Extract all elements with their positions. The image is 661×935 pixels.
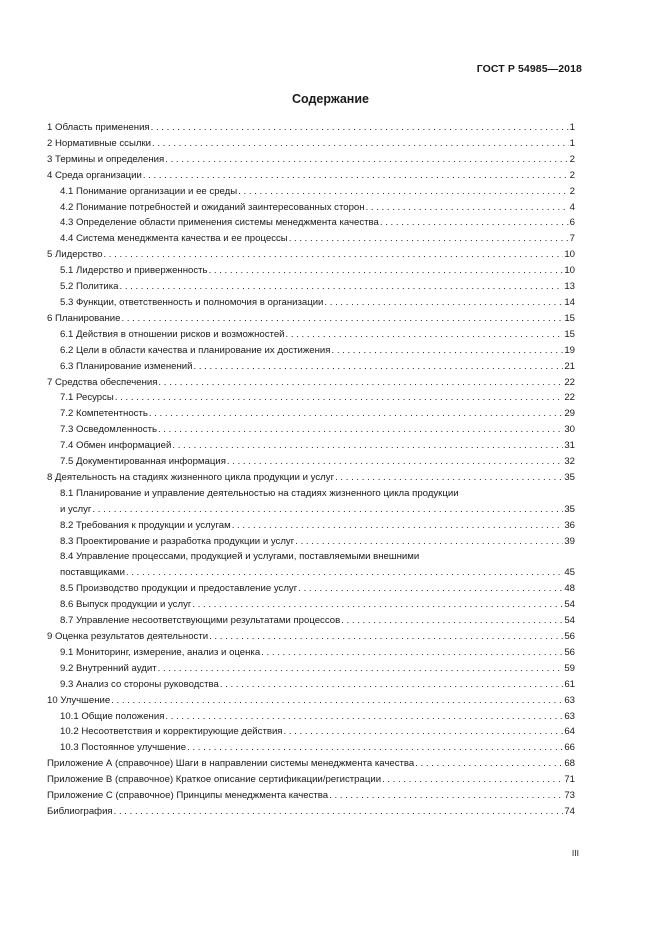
toc-entry-title: 4.2 Понимание потребностей и ожиданий заинтересованных сторон — [60, 201, 365, 213]
toc-entry-title: Приложение В (справочное) Краткое описание сертификации/регистрации — [47, 774, 382, 786]
toc-entry-page: 15 — [564, 328, 575, 340]
toc-entry-title-cont: и услуг — [60, 503, 92, 515]
toc-entry[interactable] — [47, 359, 575, 375]
toc-entry-page: 56 — [564, 631, 575, 642]
toc-entry[interactable] — [47, 295, 575, 311]
toc-entry-title: 8.4 Управление процессами, продукцией и услугами, поставляемыми внешними — [60, 551, 420, 563]
toc-entry[interactable] — [47, 375, 575, 391]
toc-entry-title: 7.4 Обмен информацией — [60, 440, 172, 452]
toc-entry-page: 39 — [564, 535, 575, 547]
toc-entry-page: 32 — [564, 456, 575, 468]
toc-entry[interactable] — [47, 470, 575, 486]
toc-entry-title: 9.3 Анализ со стороны руководства — [60, 678, 219, 690]
toc-entry-page: 22 — [564, 376, 575, 388]
toc-entry[interactable] — [47, 518, 575, 534]
toc-entry-title: 8.5 Производство продукции и предоставление услуг — [60, 583, 298, 595]
toc-entry-title: 9 Оценка результатов деятельности — [47, 631, 209, 642]
toc-entry-page: 71 — [564, 774, 575, 786]
toc-entry-page: 59 — [564, 662, 575, 674]
toc-entry-page: 45 — [564, 567, 575, 579]
toc-leader-dots — [341, 613, 563, 629]
toc-leader-dots — [232, 518, 564, 534]
toc-leader-dots — [103, 247, 563, 263]
toc-entry[interactable] — [47, 661, 575, 677]
toc-leader-dots — [289, 231, 569, 247]
toc-entry-page: 68 — [564, 758, 575, 770]
toc-entry-page: 7 — [569, 233, 575, 245]
toc-entry[interactable] — [47, 247, 575, 263]
toc-entry[interactable] — [47, 534, 575, 550]
toc-leader-dots — [143, 168, 569, 184]
toc-entry-page: 1 — [569, 122, 575, 133]
toc-leader-dots — [114, 804, 564, 820]
toc-entry-title: 10 Улучшение — [47, 694, 111, 706]
toc-entry[interactable] — [47, 168, 575, 184]
toc-entry-title: 8.1 Планирование и управление деятельностью на стадиях жизненного цикла продукции — [60, 487, 459, 499]
page-number: III — [571, 848, 579, 858]
toc-entry-title: 7.2 Компетентность — [60, 408, 148, 420]
toc-entry[interactable] — [47, 756, 575, 772]
toc-entry[interactable] — [47, 406, 575, 422]
toc-entry[interactable] — [47, 231, 575, 247]
toc-entry-page: 15 — [564, 312, 575, 324]
toc-entry-page: 13 — [564, 281, 575, 293]
toc-entry-title: 5.2 Политика — [60, 281, 119, 293]
toc-leader-dots — [382, 772, 563, 788]
toc-leader-dots — [119, 279, 563, 295]
toc-entry-title: 5 Лидерство — [47, 249, 103, 261]
toc-entry-page: 14 — [564, 296, 575, 308]
toc-entry[interactable] — [47, 422, 575, 438]
toc-entry-page: 19 — [564, 344, 575, 356]
toc-entry-title: 7.5 Документированная информация — [60, 456, 226, 468]
toc-leader-dots — [151, 120, 569, 136]
toc-entry-title: 10.2 Несоответствия и корректирующие действия — [60, 726, 283, 738]
toc-entry-title: 4.4 Система менеджмента качества и ее процессы — [60, 233, 288, 245]
toc-entry-page: 66 — [564, 742, 575, 754]
toc-entry-page: 64 — [564, 726, 575, 738]
toc-leader-dots — [295, 534, 563, 550]
toc-entry-title: 6 Планирование — [47, 312, 121, 324]
toc-leader-dots — [380, 215, 569, 231]
toc-entry-page: 4 — [569, 201, 575, 213]
toc-entry-page: 54 — [564, 615, 575, 627]
toc-entry-page: 2 — [569, 185, 575, 197]
toc-leader-dots — [152, 136, 569, 152]
toc-entry-title-cont: поставщиками — [60, 567, 125, 579]
toc-entry-page: 10 — [564, 249, 575, 261]
toc-entry[interactable] — [47, 390, 575, 406]
toc-entry[interactable] — [47, 454, 575, 470]
toc-leader-dots — [366, 200, 569, 216]
toc-entry-page: 74 — [564, 805, 575, 817]
toc-entry-title: Библиография — [47, 805, 113, 817]
toc-entry-title: 4.3 Определение области применения системы менеджмента качества — [60, 217, 379, 229]
toc-leader-dots — [158, 661, 564, 677]
toc-leader-dots — [298, 581, 563, 597]
toc-entry-title: 4 Среда организации — [47, 169, 142, 181]
toc-entry-title: 8.6 Выпуск продукции и услуг — [60, 599, 192, 611]
toc-entry-page: 73 — [564, 790, 575, 802]
toc-leader-dots — [209, 629, 563, 645]
toc-leader-dots — [187, 740, 563, 756]
toc-entry-page: 48 — [564, 583, 575, 595]
toc-leader-dots — [193, 359, 563, 375]
toc-leader-dots — [284, 724, 564, 740]
toc-leader-dots — [158, 422, 563, 438]
toc-leader-dots — [415, 756, 563, 772]
toc-entry-page: 54 — [564, 599, 575, 611]
toc-entry[interactable] — [47, 215, 575, 231]
toc-leader-dots — [111, 693, 563, 709]
toc-entry-title: 7.1 Ресурсы — [60, 392, 114, 404]
toc-entry-title: 10.1 Общие положения — [60, 710, 165, 722]
toc-entry-title: 10.3 Постоянное улучшение — [60, 742, 187, 754]
toc-entry[interactable] — [47, 438, 575, 454]
toc-entry-title: 3 Термины и определения — [47, 153, 165, 165]
toc-leader-dots — [165, 709, 563, 725]
toc-entry-title: 9.2 Внутренний аудит — [60, 662, 157, 674]
toc-leader-dots — [121, 311, 563, 327]
toc-entry-page: 31 — [564, 440, 575, 452]
toc-entry-page: 10 — [564, 265, 575, 277]
toc-entry[interactable] — [47, 613, 575, 629]
toc-entry[interactable] — [47, 788, 575, 804]
toc-entry[interactable] — [47, 120, 575, 136]
toc-entry[interactable] — [47, 549, 575, 581]
toc-leader-dots — [209, 263, 564, 279]
toc-leader-dots — [324, 295, 563, 311]
toc-entry[interactable] — [47, 311, 575, 327]
toc-entry[interactable] — [47, 677, 575, 693]
toc-entry-page: 22 — [564, 392, 575, 404]
toc-entry-page: 63 — [564, 710, 575, 722]
toc-entry[interactable] — [47, 645, 575, 661]
toc-leader-dots — [238, 184, 569, 200]
toc-entry-page: 2 — [569, 153, 575, 165]
standard-code: ГОСТ Р 54985—2018 — [476, 63, 582, 75]
toc-entry-title: 5.3 Функции, ответственность и полномочия в организации — [60, 296, 324, 308]
toc-entry[interactable] — [47, 597, 575, 613]
toc-entry-page: 1 — [569, 137, 575, 149]
toc-leader-dots — [329, 788, 563, 804]
toc-entry-page: 30 — [564, 424, 575, 436]
toc-leader-dots — [149, 406, 563, 422]
toc-entry-page: 29 — [564, 408, 575, 420]
toc-leader-dots — [335, 470, 563, 486]
toc-entry-title: 8.3 Проектирование и разработка продукции и услуг — [60, 535, 295, 547]
toc-entry-title: 2 Нормативные ссылки — [47, 137, 152, 149]
toc-leader-dots — [261, 645, 563, 661]
toc-entry-title: Приложение А (справочное) Шаги в направлении системы менеджмента качества — [47, 758, 415, 770]
toc-entry-title: 8.2 Требования к продукции и услугам — [60, 519, 231, 531]
toc-entry[interactable] — [47, 279, 575, 295]
toc-leader-dots — [172, 438, 563, 454]
toc-leader-dots — [158, 375, 563, 391]
toc-entry-title: 6.3 Планирование изменений — [60, 360, 193, 372]
toc-entry[interactable] — [47, 152, 575, 168]
toc-entry-page: 56 — [564, 646, 575, 658]
toc-entry[interactable] — [47, 343, 575, 359]
toc-leader-dots — [126, 565, 563, 581]
toc-entry-page: 36 — [564, 519, 575, 531]
toc-entry[interactable] — [47, 200, 575, 216]
toc-entry-page: 6 — [569, 217, 575, 229]
toc-entry[interactable] — [47, 724, 575, 740]
toc-entry-title: 7 Средства обеспечения — [47, 376, 158, 388]
toc-leader-dots — [227, 454, 563, 470]
toc-entry[interactable] — [47, 709, 575, 725]
toc-entry[interactable] — [47, 772, 575, 788]
toc-entry-page: 61 — [564, 678, 575, 690]
table-of-contents — [47, 120, 575, 820]
toc-entry-page: 21 — [564, 360, 575, 372]
toc-entry[interactable] — [47, 184, 575, 200]
toc-leader-dots — [92, 502, 563, 518]
toc-entry-page: 63 — [564, 694, 575, 706]
toc-entry[interactable] — [47, 486, 575, 518]
toc-entry-page: 35 — [564, 471, 575, 483]
toc-leader-dots — [220, 677, 564, 693]
toc-entry-title: 8 Деятельность на стадиях жизненного цикла продукции и услуг — [47, 471, 335, 483]
toc-entry-title: 6.1 Действия в отношении рисков и возможностей — [60, 328, 285, 340]
toc-entry[interactable] — [47, 629, 575, 645]
toc-leader-dots — [286, 327, 564, 343]
toc-leader-dots — [192, 597, 563, 613]
toc-entry-page: 35 — [564, 503, 575, 515]
toc-leader-dots — [331, 343, 563, 359]
toc-entry-title: 8.7 Управление несоответствующими результатами процессов — [60, 615, 341, 627]
toc-entry-title: 5.1 Лидерство и приверженность — [60, 265, 208, 277]
toc-entry-title: Приложение С (справочное) Принципы менеджмента качества — [47, 790, 329, 802]
toc-entry-title: 7.3 Осведомленность — [60, 424, 157, 436]
toc-entry-title: 4.1 Понимание организации и ее среды — [60, 185, 238, 197]
toc-entry[interactable] — [47, 136, 575, 152]
toc-entry[interactable] — [47, 581, 575, 597]
toc-entry[interactable] — [47, 804, 575, 820]
toc-entry-title: 1 Область применения — [47, 122, 150, 133]
toc-entry-title: 6.2 Цели в области качества и планирование их достижения — [60, 344, 331, 356]
toc-entry[interactable] — [47, 740, 575, 756]
page-title: Содержание — [291, 92, 369, 106]
toc-entry[interactable] — [47, 327, 575, 343]
toc-leader-dots — [165, 152, 568, 168]
toc-leader-dots — [115, 390, 563, 406]
toc-entry-title: 9.1 Мониторинг, измерение, анализ и оценка — [60, 646, 261, 658]
toc-entry[interactable] — [47, 693, 575, 709]
toc-entry-page: 2 — [569, 169, 575, 181]
toc-entry[interactable] — [47, 263, 575, 279]
